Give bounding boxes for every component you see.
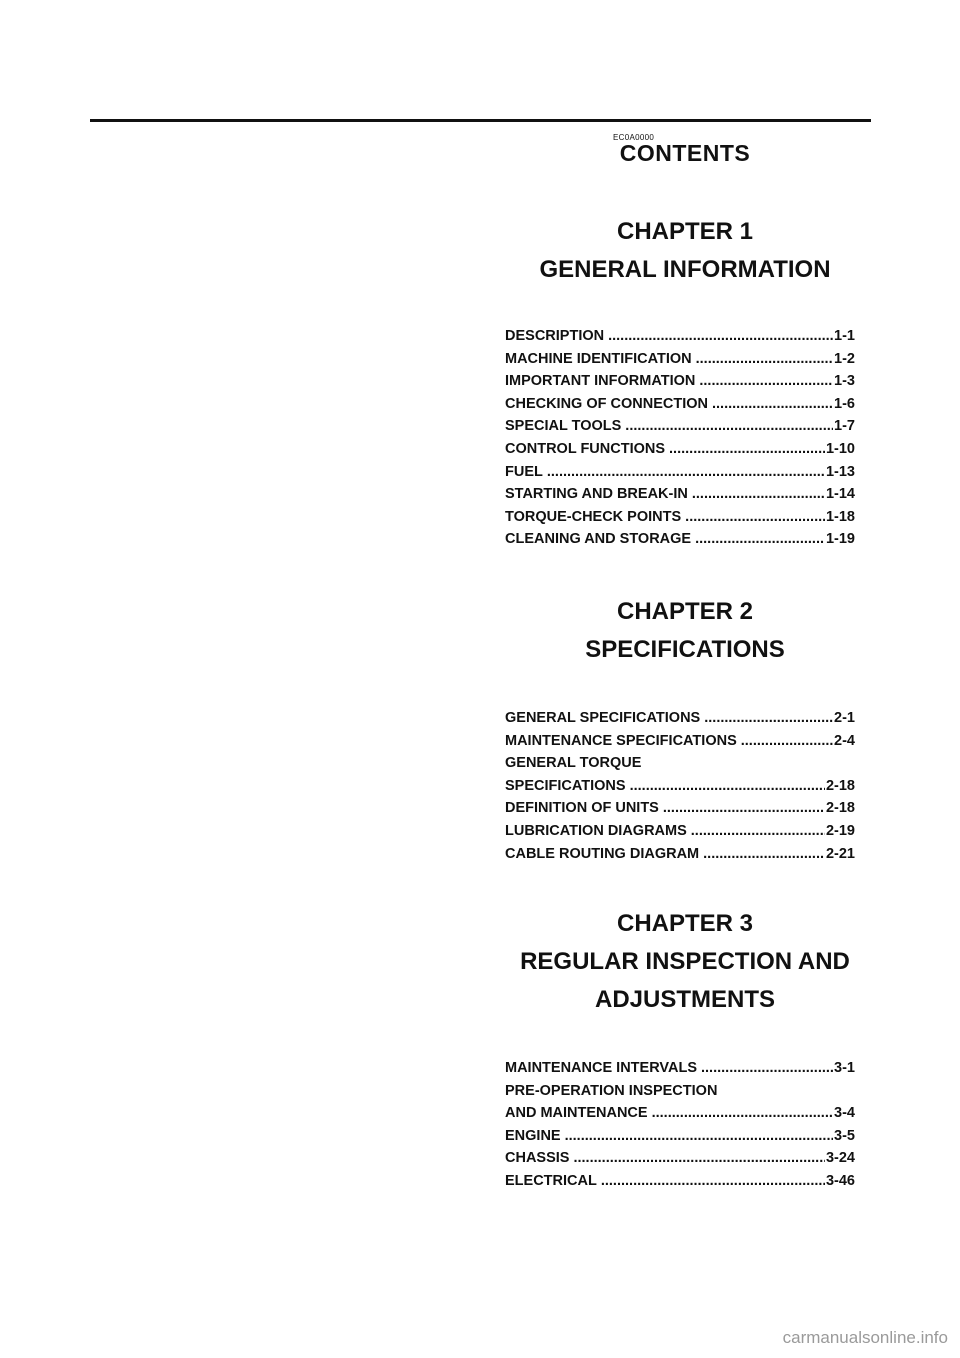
toc-entry[interactable]: [505, 820, 855, 843]
chapter-number: CHAPTER 3: [616, 910, 754, 937]
toc-page: 3-4: [834, 1105, 855, 1122]
chapter-title: SPECIFICATIONS: [585, 636, 785, 663]
toc-label: CHECKING OF CONNECTION: [505, 395, 708, 412]
toc-page: 3-5: [834, 1127, 855, 1144]
toc-label: GENERAL SPECIFICATIONS: [505, 710, 701, 726]
toc-page: 3-46: [825, 1172, 855, 1189]
toc-entry[interactable]: [505, 1170, 855, 1193]
toc-label: IMPORTANT INFORMATION: [505, 373, 696, 390]
toc-label: FUEL: [505, 463, 543, 480]
chapter-title: GENERAL INFORMATION: [539, 256, 831, 283]
toc-page: 2-18: [825, 800, 855, 817]
toc-label: SPECIFICATIONS: [505, 777, 626, 794]
toc-label: MACHINE IDENTIFICATION: [505, 350, 692, 367]
toc-page: 1-18: [825, 508, 855, 525]
toc-label: AND MAINTENANCE: [505, 1105, 648, 1122]
toc-page: 3-24: [825, 1150, 855, 1167]
document-code: EC0A0000: [613, 133, 655, 142]
toc-page: 1-3: [834, 373, 855, 390]
toc-label: LUBRICATION DIAGRAMS: [505, 822, 687, 839]
chapter-2-heading: [500, 593, 870, 669]
toc-entry[interactable]: [505, 775, 855, 798]
toc-label: SPECIAL TOOLS: [505, 418, 622, 435]
toc-label: CONTROL FUNCTIONS: [505, 440, 666, 457]
toc-entry[interactable]: [505, 506, 855, 529]
toc-page: 2-19: [825, 822, 855, 839]
chapter-3-toc: [505, 1057, 855, 1193]
toc-entry[interactable]: [505, 730, 855, 753]
toc-page: 1-19: [825, 531, 855, 548]
toc-entry[interactable]: [505, 1057, 855, 1080]
chapter-2-toc: [505, 707, 855, 865]
chapter-number: CHAPTER 2: [616, 598, 754, 625]
chapter-1-heading: [500, 213, 870, 289]
chapter-title: REGULAR INSPECTION AND: [520, 948, 850, 975]
chapter-title-cont: ADJUSTMENTS: [594, 986, 775, 1013]
toc-label: CABLE ROUTING DIAGRAM: [505, 845, 700, 862]
toc-label: GENERAL TORQUE: [505, 755, 642, 772]
toc-page: 1-1: [834, 328, 855, 344]
toc-page: 1-7: [834, 418, 855, 435]
toc-page: 3-1: [834, 1060, 855, 1076]
toc-label: TORQUE-CHECK POINTS: [505, 508, 682, 525]
toc-entry[interactable]: [505, 797, 855, 820]
toc-entry[interactable]: [505, 1125, 855, 1148]
toc-label: DESCRIPTION: [505, 328, 605, 344]
toc-label: CLEANING AND STORAGE: [505, 531, 692, 548]
toc-entry[interactable]: [505, 752, 855, 775]
toc-page: 2-4: [834, 732, 855, 749]
toc-label: STARTING AND BREAK-IN: [505, 486, 688, 503]
toc-entry[interactable]: [505, 370, 855, 393]
top-rule: [90, 119, 871, 122]
toc-entry[interactable]: [505, 1102, 855, 1125]
page-title: CONTENTS: [619, 140, 751, 166]
toc-entry[interactable]: [505, 707, 855, 730]
toc-label: PRE-OPERATION INSPECTION: [505, 1082, 718, 1099]
toc-page: 2-18: [825, 777, 855, 794]
toc-page: 2-21: [825, 845, 855, 862]
toc-page: 1-13: [825, 463, 855, 480]
chapter-1-toc: [505, 325, 855, 551]
toc-entry[interactable]: [505, 415, 855, 438]
chapter-number: CHAPTER 1: [616, 218, 754, 245]
toc-label: DEFINITION OF UNITS: [505, 800, 659, 817]
toc-page: 2-1: [834, 710, 855, 726]
toc-entry[interactable]: [505, 438, 855, 461]
toc-label: CHASSIS: [505, 1150, 570, 1167]
toc-label: MAINTENANCE SPECIFICATIONS: [505, 732, 737, 749]
toc-label: ELECTRICAL: [505, 1172, 597, 1189]
toc-entry[interactable]: [505, 528, 855, 551]
toc-entry[interactable]: [505, 348, 855, 371]
toc-label: ENGINE: [505, 1127, 561, 1144]
toc-entry[interactable]: [505, 483, 855, 506]
watermark: carmanualsonline.info: [782, 1328, 948, 1347]
toc-entry[interactable]: [505, 393, 855, 416]
toc-page: 1-2: [834, 350, 855, 367]
toc-page: 1-14: [825, 486, 855, 503]
toc-entry[interactable]: [505, 1080, 855, 1103]
toc-entry[interactable]: [505, 325, 855, 348]
toc-entry[interactable]: [505, 843, 855, 866]
chapter-3-heading: [500, 905, 870, 1019]
toc-page: 1-10: [825, 440, 855, 457]
toc-entry[interactable]: [505, 1147, 855, 1170]
toc-label: MAINTENANCE INTERVALS: [505, 1060, 697, 1076]
toc-entry[interactable]: [505, 461, 855, 484]
toc-page: 1-6: [834, 395, 855, 412]
